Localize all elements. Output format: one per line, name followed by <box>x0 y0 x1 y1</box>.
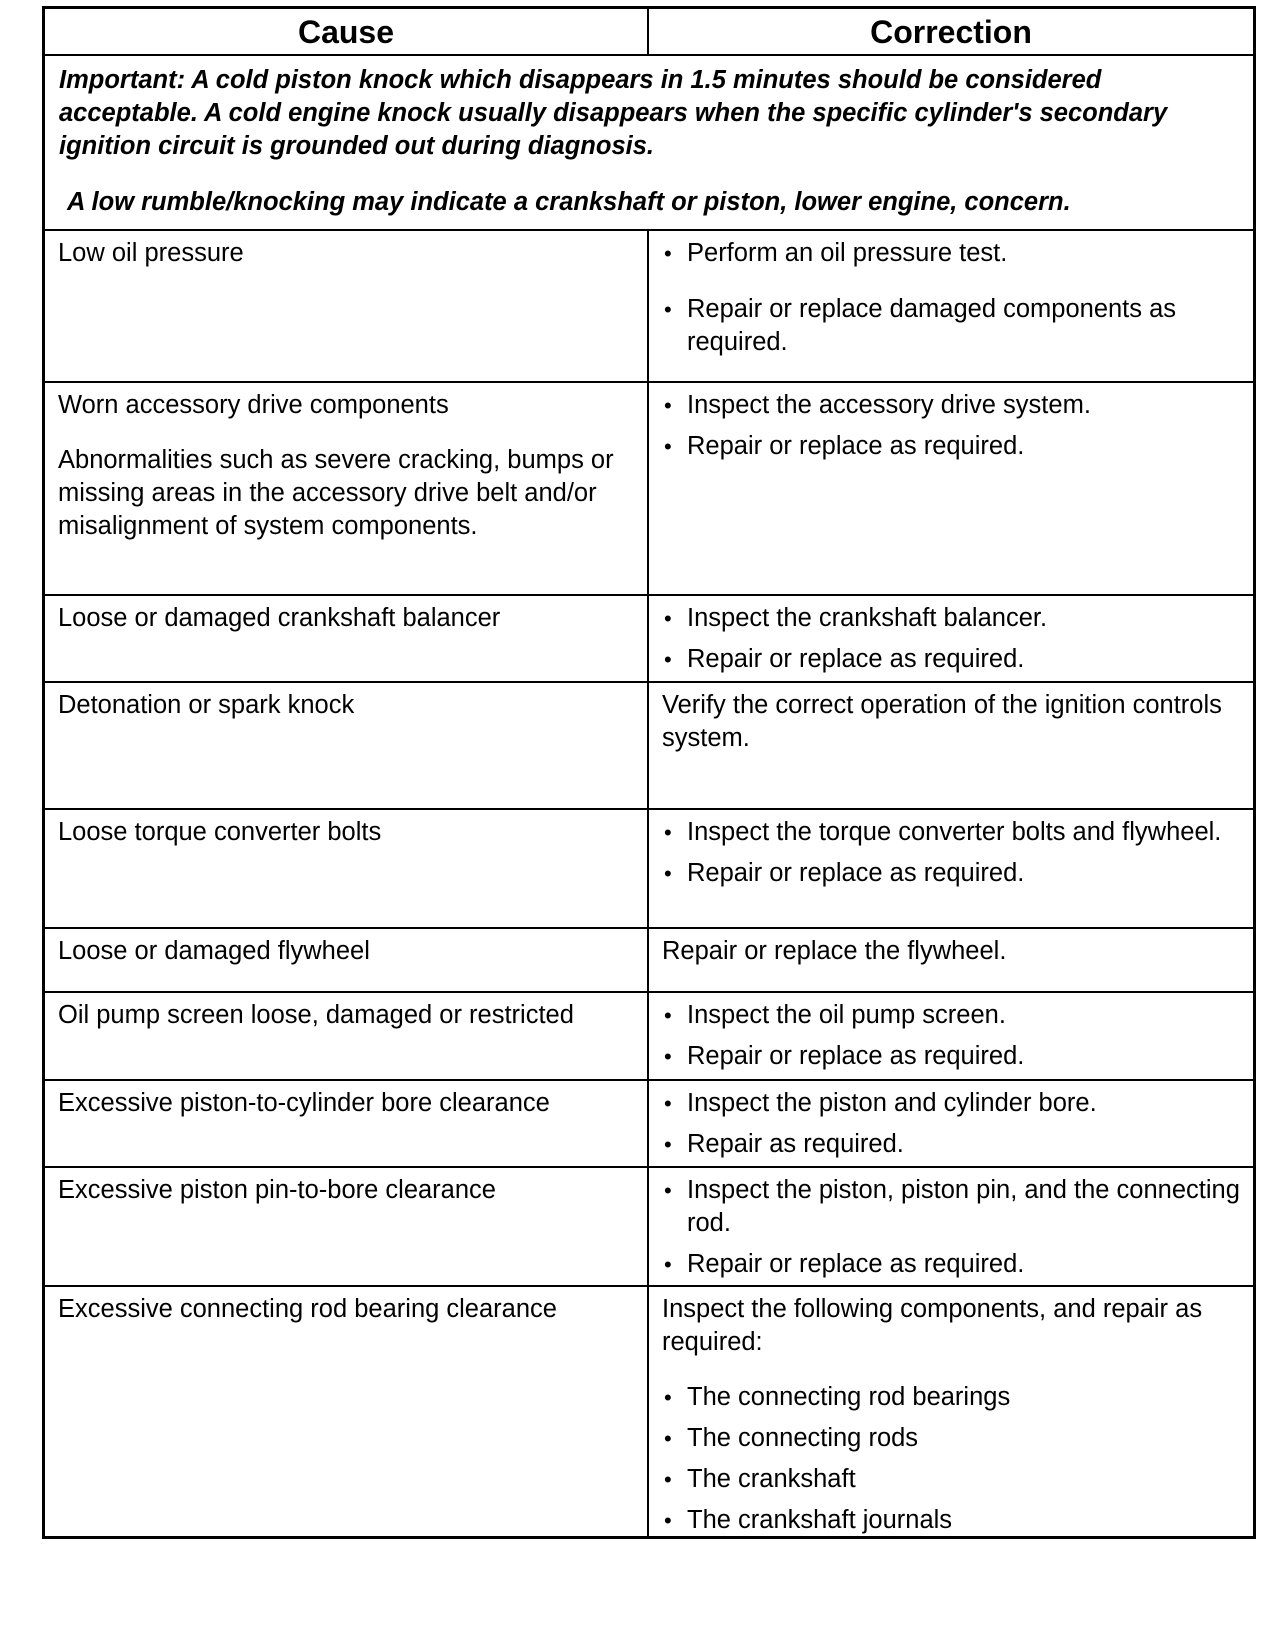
table-row <box>45 381 1253 594</box>
correction-item: • Perform an oil pressure test. <box>662 237 1240 270</box>
correction-cell <box>649 596 1253 681</box>
correction-item: • The crankshaft <box>662 1463 1240 1496</box>
correction-cell <box>649 683 1253 808</box>
correction-list <box>662 237 1240 359</box>
cause-text: Excessive piston-to-cylinder bore clearance <box>58 1089 550 1117</box>
important-note <box>45 56 1253 229</box>
table-row <box>45 594 1253 681</box>
correction-item: • Inspect the torque converter bolts and flywheel. <box>662 816 1240 849</box>
header-correction: Correction <box>870 14 1032 50</box>
cause-cell <box>45 683 649 808</box>
correction-cell <box>649 1081 1253 1166</box>
correction-item: • The connecting rods <box>662 1422 1240 1455</box>
correction-item: • Repair or replace as required. <box>662 1248 1240 1281</box>
cause-cell <box>45 810 649 927</box>
correction-cell <box>649 231 1253 381</box>
cause-cell <box>45 1168 649 1285</box>
cause-cell <box>45 383 649 594</box>
correction-cell <box>649 1168 1253 1285</box>
cause-text: Oil pump screen loose, damaged or restricted <box>58 1001 574 1029</box>
correction-item: • Inspect the crankshaft balancer. <box>662 602 1240 635</box>
correction-item: • Inspect the piston and cylinder bore. <box>662 1087 1240 1120</box>
important-note-rumble: A low rumble/knocking may indicate a crankshaft or piston, lower engine, concern. <box>67 188 1071 216</box>
cause-text: Loose or damaged crankshaft balancer <box>58 604 501 632</box>
cause-text: Worn accessory drive components <box>58 391 449 419</box>
cause-text: Excessive connecting rod bearing clearance <box>58 1295 557 1323</box>
correction-list <box>662 1174 1240 1281</box>
correction-item: • Inspect the accessory drive system. <box>662 389 1240 422</box>
cause-text: Excessive piston pin-to-bore clearance <box>58 1176 496 1204</box>
cause-cell <box>45 231 649 381</box>
correction-item: • The crankshaft journals <box>662 1504 1240 1537</box>
table-row <box>45 991 1253 1079</box>
correction-text: Inspect the following components, and repair as required: <box>662 1295 1203 1356</box>
cause-cell <box>45 929 649 991</box>
cause-text: Detonation or spark knock <box>58 691 355 719</box>
cause-text: Loose torque converter bolts <box>58 818 382 846</box>
diagnostic-table <box>42 6 1256 1539</box>
correction-item: • The connecting rod bearings <box>662 1381 1240 1414</box>
correction-item: • Repair or replace as required. <box>662 857 1240 890</box>
cause-cell <box>45 1081 649 1166</box>
correction-item: • Repair or replace as required. <box>662 643 1240 676</box>
correction-cell <box>649 1287 1253 1536</box>
header-cause: Cause <box>45 9 649 54</box>
correction-cell <box>649 810 1253 927</box>
correction-text: Verify the correct operation of the ignition controls system. <box>662 691 1222 752</box>
correction-list <box>662 602 1240 676</box>
correction-item: • Repair or replace damaged components as required. <box>662 293 1240 359</box>
correction-item: • Inspect the piston, piston pin, and the connecting rod. <box>662 1174 1240 1240</box>
correction-list <box>662 389 1240 463</box>
important-note-text: Important: A cold piston knock which disappears in 1.5 minutes should be considered acceptable. A cold engine knock usually disappears when the specific cylinder's secondary ignition circuit is grounded out during diagnosis. <box>59 66 1168 160</box>
correction-list <box>662 1381 1240 1537</box>
cause-text: Low oil pressure <box>58 239 244 267</box>
table-row <box>45 808 1253 927</box>
table-row <box>45 1285 1253 1536</box>
correction-list <box>662 816 1240 890</box>
correction-text: Repair or replace the flywheel. <box>662 937 1007 965</box>
cause-cell <box>45 993 649 1079</box>
correction-list <box>662 1087 1240 1161</box>
correction-list <box>662 999 1240 1073</box>
table-row <box>45 1079 1253 1166</box>
important-note-row <box>45 54 1253 229</box>
cause-text: Loose or damaged flywheel <box>58 937 370 965</box>
table-row <box>45 927 1253 991</box>
table-row <box>45 681 1253 808</box>
correction-item: • Inspect the oil pump screen. <box>662 999 1240 1032</box>
cause-cell <box>45 596 649 681</box>
correction-item: • Repair or replace as required. <box>662 430 1240 463</box>
cause-cell <box>45 1287 649 1536</box>
correction-cell <box>649 993 1253 1079</box>
cause-note: Abnormalities such as severe cracking, bumps or missing areas in the accessory drive belt and/or misalignment of system components. <box>58 446 614 540</box>
correction-item: • Repair as required. <box>662 1128 1240 1161</box>
correction-item: • Repair or replace as required. <box>662 1040 1240 1073</box>
correction-cell <box>649 929 1253 991</box>
table-header-row <box>45 9 1253 54</box>
table-row <box>45 1166 1253 1285</box>
correction-cell <box>649 383 1253 594</box>
table-row <box>45 229 1253 381</box>
